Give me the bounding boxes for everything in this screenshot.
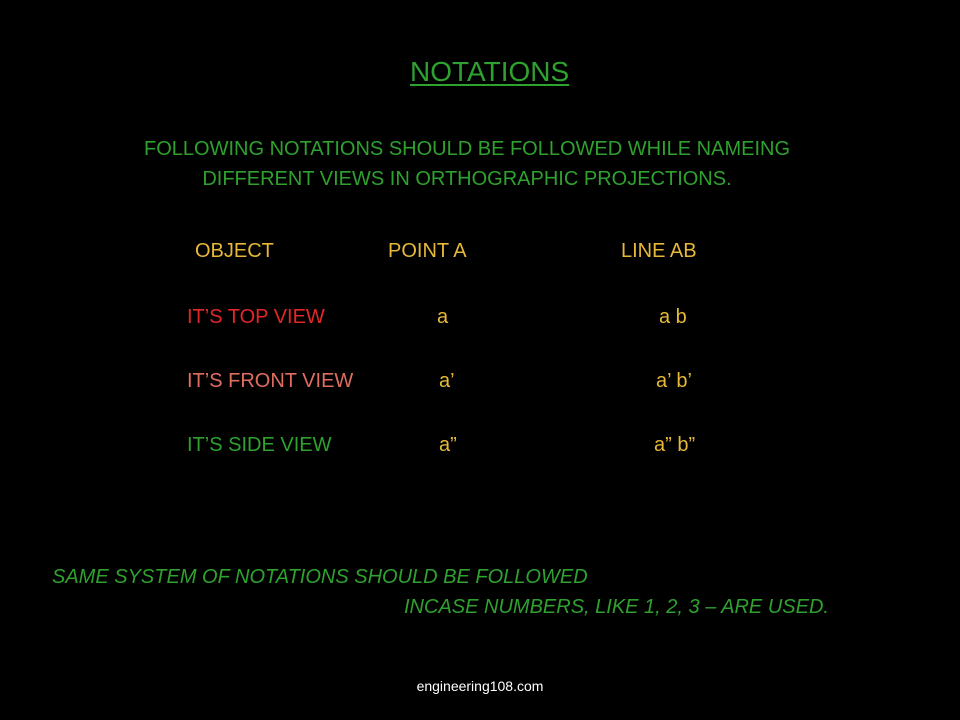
top-view-line: a b <box>659 306 687 328</box>
header-object: OBJECT <box>195 240 274 262</box>
side-view-point: a” <box>439 434 457 456</box>
side-view-label: IT’S SIDE VIEW <box>187 434 332 456</box>
intro-text <box>0 134 960 194</box>
top-view-point: a <box>437 306 449 328</box>
footer-watermark: engineering108.com <box>416 678 544 694</box>
front-view-point: a’ <box>439 370 455 392</box>
note-line-2: INCASE NUMBERS, LIKE 1, 2, 3 – ARE USED. <box>404 596 829 618</box>
side-view-line: a” b” <box>654 434 696 456</box>
front-view-label: IT’S FRONT VIEW <box>187 370 354 392</box>
intro-line-1: FOLLOWING NOTATIONS SHOULD BE FOLLOWED WHILE NAMEING <box>144 138 790 160</box>
intro-line-2: DIFFERENT VIEWS IN ORTHOGRAPHIC PROJECTIONS. <box>202 168 732 190</box>
header-point-a: POINT A <box>388 240 467 262</box>
slide-title: NOTATIONS <box>410 56 570 87</box>
note-line-1: SAME SYSTEM OF NOTATIONS SHOULD BE FOLLOWED <box>52 566 588 588</box>
top-view-label: IT’S TOP VIEW <box>187 306 325 328</box>
front-view-line: a’ b’ <box>656 370 692 392</box>
header-line-ab: LINE AB <box>621 240 697 262</box>
